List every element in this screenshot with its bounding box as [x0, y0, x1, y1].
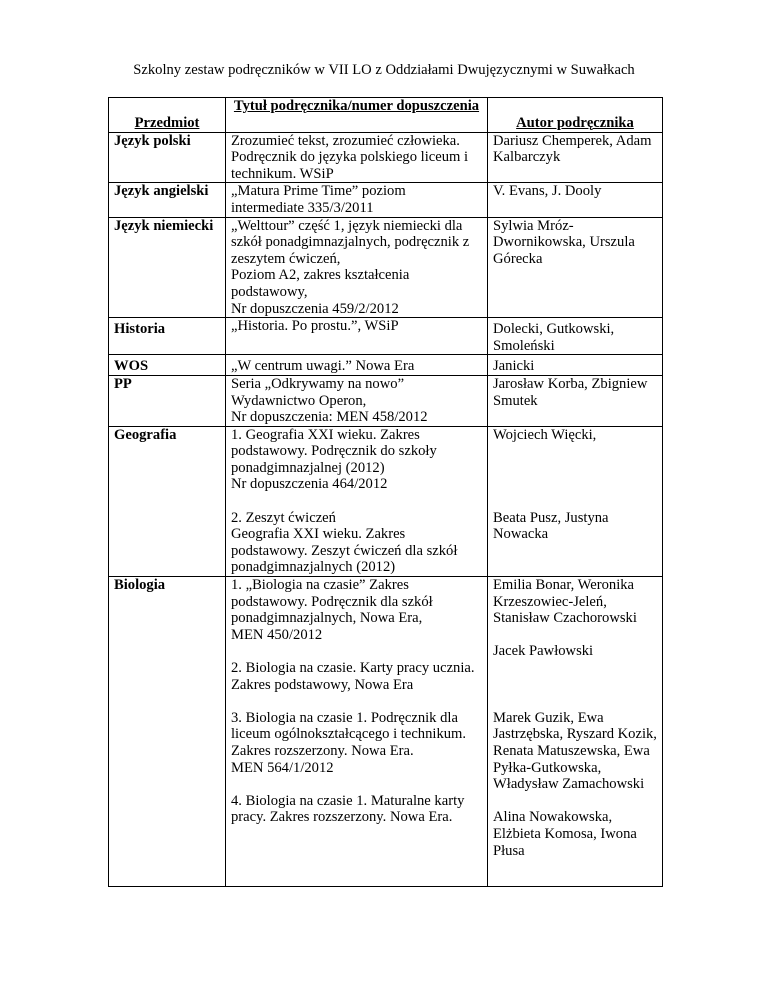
row-title: Zrozumieć tekst, zrozumieć człowieka. Podręcznik do języka polskiego liceum i technikum. WSiP [226, 132, 488, 183]
table-row [109, 577, 663, 887]
table-row [109, 355, 663, 376]
row-title: 1. Geografia XXI wieku. Zakres podstawowy. Podręcznik do szkoły ponadgimnazjalnej (2012) Nr dopuszczenia 464/2012 2. Zeszyt ćwiczeń Geografia XXI wieku. Zakres podstawowy. Zeszyt ćwiczeń dla szkół ponadgimnazjalnych (2012) [226, 426, 488, 576]
page-title: Szkolny zestaw podręczników w VII LO z Oddziałami Dwujęzycznymi w Suwałkach [133, 62, 635, 78]
row-title: 1. „Biologia na czasie” Zakres podstawowy. Podręcznik dla szkół ponadgimnazjalnych, Nowa Era, MEN 450/2012 2. Biologia na czasie. Karty pracy ucznia. Zakres podstawowy, Nowa Era 3. Biologia na czasie 1. Podręcznik dla liceum ogólnokształcącego i technikum. Zakres rozszerzony. Nowa Era. MEN 564/1/2012 4. Biologia na czasie 1. Maturalne karty pracy. Zakres rozszerzony. Nowa Era. [226, 577, 488, 887]
row-author: Janicki [488, 355, 663, 376]
row-title: „Matura Prime Time” poziom intermediate 335/3/2011 [226, 183, 488, 217]
table-row [109, 183, 663, 217]
table-row [109, 426, 663, 576]
row-author: Dolecki, Gutkowski, Smoleński [488, 318, 663, 355]
row-title: Seria „Odkrywamy na nowo” Wydawnictwo Operon, Nr dopuszczenia: MEN 458/2012 [226, 375, 488, 426]
row-subject: Geografia [109, 426, 226, 576]
header-title: Tytuł podręcznika/numer dopuszczenia [226, 98, 488, 133]
textbook-table [108, 97, 663, 887]
row-author: Emilia Bonar, Weronika Krzeszowiec-Jeleń, Stanisław Czachorowski Jacek Pawłowski Marek Guzik, Ewa Jastrzębska, Ryszard Kozik, Renata Matuszewska, Ewa Pyłka-Gutkowska, Władysław Zamachowski Alina Nowakowska, Elżbieta Komosa, Iwona Płusa [488, 577, 663, 887]
header-author: Autor podręcznika [488, 98, 663, 133]
row-author: Dariusz Chemperek, Adam Kalbarczyk [488, 132, 663, 183]
header-subject: Przedmiot [109, 98, 226, 133]
row-subject: Język niemiecki [109, 217, 226, 318]
row-subject: Historia [109, 318, 226, 355]
row-author: V. Evans, J. Dooly [488, 183, 663, 217]
row-author: Wojciech Więcki, Beata Pusz, Justyna Nowacka [488, 426, 663, 576]
row-subject: Język angielski [109, 183, 226, 217]
table-row [109, 318, 663, 355]
row-title: „Welttour” część 1, język niemiecki dla szkół ponadgimnazjalnych, podręcznik z zeszytem ćwiczeń, Poziom A2, zakres kształcenia podstawowy, Nr dopuszczenia 459/2/2012 [226, 217, 488, 318]
row-subject: Język polski [109, 132, 226, 183]
table-row [109, 375, 663, 426]
row-subject: Biologia [109, 577, 226, 887]
row-subject: WOS [109, 355, 226, 376]
row-title: „W centrum uwagi.” Nowa Era [226, 355, 488, 376]
row-author: Jarosław Korba, Zbigniew Smutek [488, 375, 663, 426]
row-title: „Historia. Po prostu.”, WSiP [226, 318, 488, 355]
row-author: Sylwia Mróz-Dwornikowska, Urszula Górecka [488, 217, 663, 318]
table-header-row [109, 98, 663, 133]
table-row [109, 132, 663, 183]
table-row [109, 217, 663, 318]
row-subject: PP [109, 375, 226, 426]
